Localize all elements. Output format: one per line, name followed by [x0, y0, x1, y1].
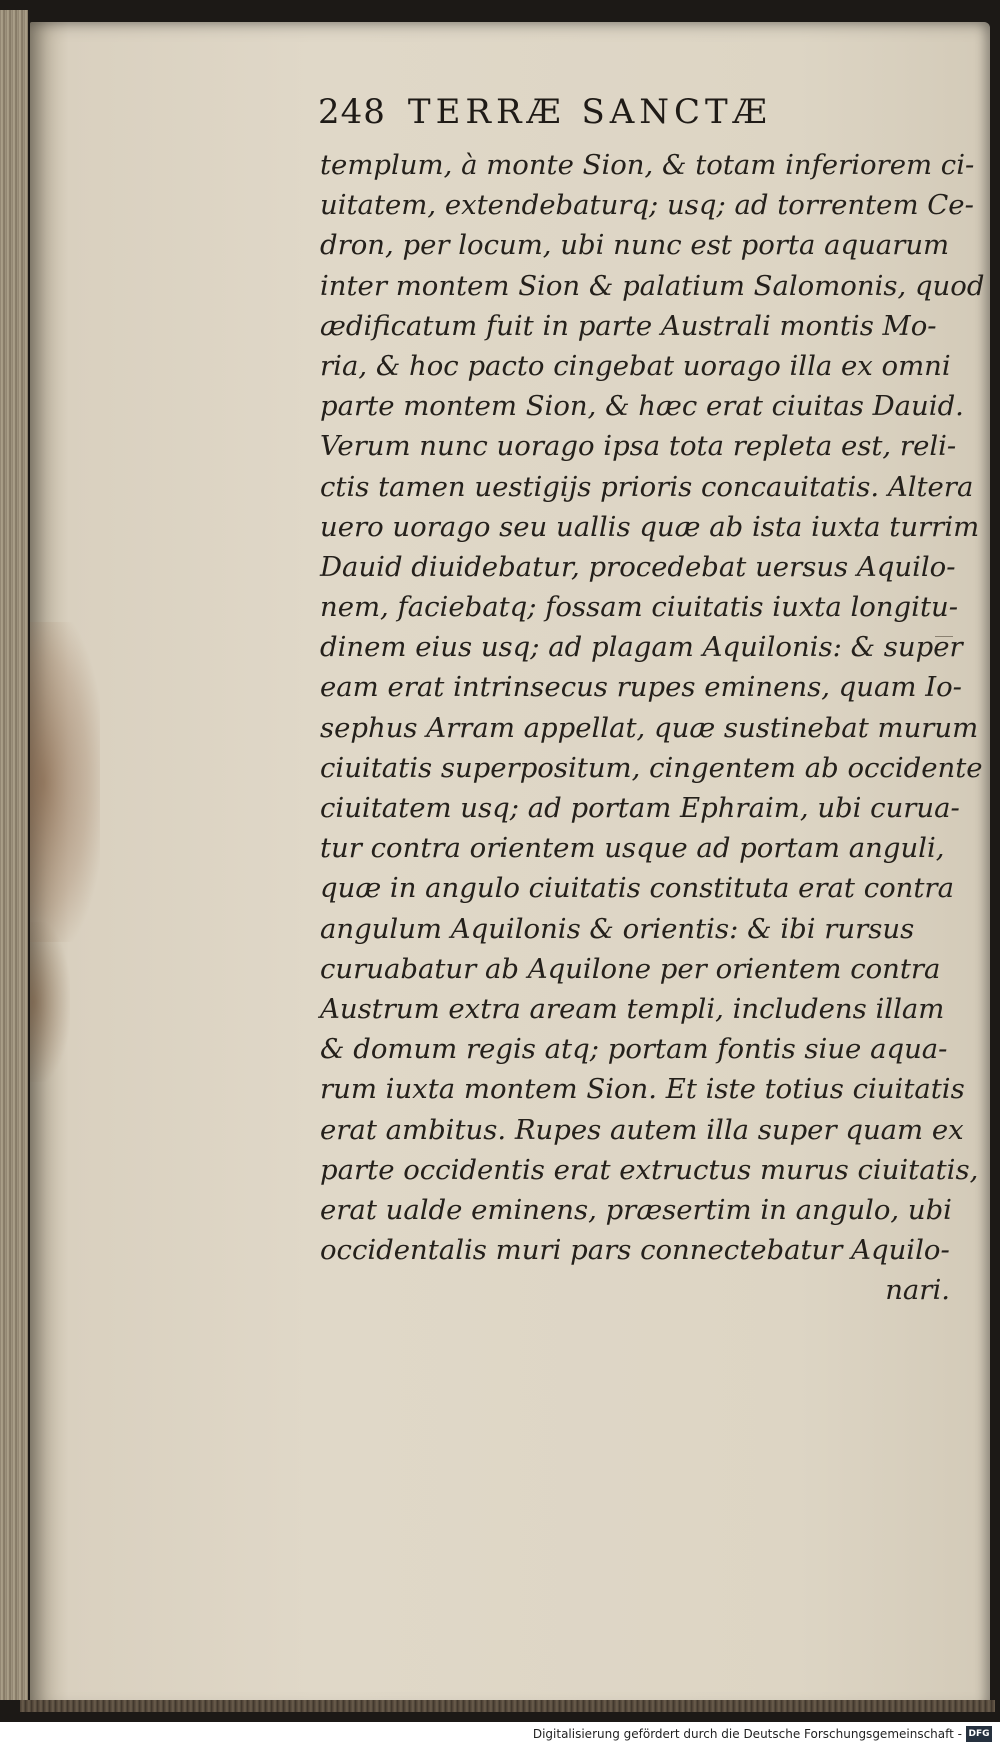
page-number: 248	[318, 92, 386, 132]
text-line: Verum nunc uorago ipsa tota repleta est, reli-	[320, 430, 957, 463]
text-line: Austrum extra aream templi, includens illam	[320, 992, 945, 1025]
footer-credit: Digitalisierung gefördert durch die Deutsche Forschungsgemeinschaft -	[532, 1727, 962, 1741]
page-edge	[0, 10, 28, 1700]
text-line: curuabatur ab Aquilone per orientem contra	[320, 952, 941, 985]
text-line: templum, à monte Sion, & totam inferiorem ci-	[320, 149, 975, 181]
body-text	[320, 145, 985, 1310]
text-line: & domum regis atq; portam fontis siue aqua-	[320, 1033, 948, 1066]
text-line: inter montem Sion & palatium Salomonis, quod	[320, 269, 985, 302]
text-line: sephus Arram appellat, quæ sustinebat murum	[320, 711, 979, 744]
text-line: erat ualde eminens, præsertim in angulo, ubi	[320, 1193, 952, 1226]
text-line: occidentalis muri pars connectebatur Aquilo-	[320, 1234, 950, 1267]
text-line: ria, & hoc pacto cingebat uorago illa ex omni	[320, 349, 951, 382]
text-line: ctis tamen uestigijs prioris concauitatis. Altera	[320, 470, 974, 503]
text-line: tur contra orientem usque ad portam anguli,	[320, 832, 945, 865]
text-line: ciuitatem usq; ad portam Ephraim, ubi curua-	[320, 792, 960, 824]
text-line: quæ in angulo ciuitatis constituta erat contra	[320, 872, 954, 905]
text-line: erat ambitus. Rupes autem illa super quam ex	[320, 1113, 964, 1146]
text-line: uitatem, extendebaturq; usq; ad torrentem Ce-	[320, 189, 974, 222]
text-line: rum iuxta montem Sion. Et iste totius ciuitatis	[320, 1073, 965, 1106]
running-title: TERRÆ SANCTÆ	[407, 92, 772, 132]
text-line: dron, per locum, ubi nunc est porta aquarum	[320, 229, 950, 262]
text-line: ciuitatis superpositum, cingentem ab occidente	[320, 751, 983, 784]
page-bottom-edge	[20, 1700, 995, 1712]
text-line: eam erat intrinsecus rupes eminens, quam Io-	[320, 671, 962, 704]
water-stain	[30, 622, 100, 942]
water-stain-small	[30, 922, 70, 1082]
running-header	[318, 92, 772, 132]
text-line: parte montem Sion, & hæc erat ciuitas Dauid.	[320, 390, 964, 423]
digitization-footer	[0, 1722, 1000, 1748]
text-line: dinem eius usq; ad plagam Aquilonis: & super	[320, 631, 963, 664]
text-line: Dauid diuidebatur, procedebat uersus Aquilo-	[320, 550, 956, 583]
catchword: nari.	[885, 1274, 950, 1307]
text-line: ædificatum fuit in parte Australi montis Mo-	[320, 309, 937, 342]
text-line: uero uorago seu uallis quæ ab ista iuxta turrim	[320, 510, 980, 543]
dfg-logo: DFG	[966, 1726, 992, 1742]
text-line: nem, faciebatq; fossam ciuitatis iuxta longitu-	[320, 591, 958, 624]
text-line: angulum Aquilonis & orientis: & ibi rursus	[320, 912, 915, 945]
text-line: parte occidentis erat extructus murus ciuitatis,	[320, 1153, 979, 1186]
